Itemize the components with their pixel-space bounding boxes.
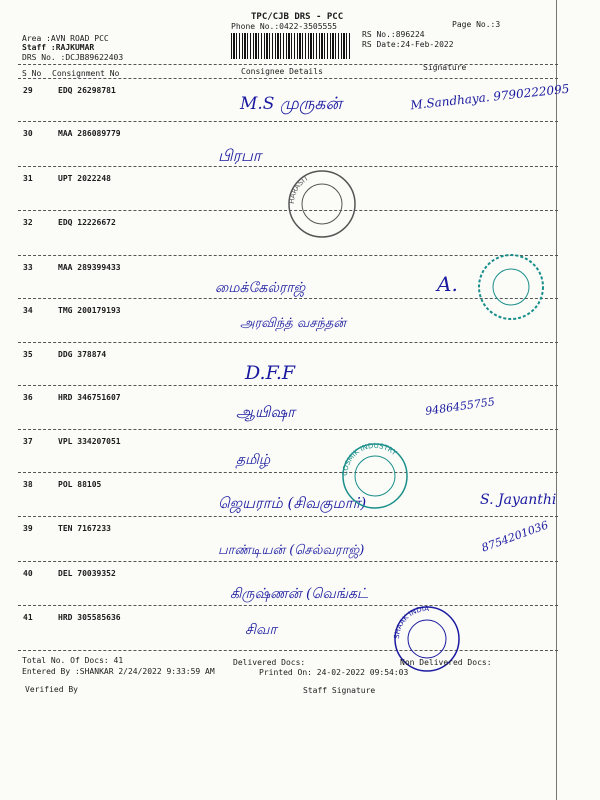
staff-field: Staff :RAJKUMAR [22,43,95,52]
row-consignment: EDQ 12226672 [58,218,116,227]
row-consignment: MAA 289399433 [58,263,121,272]
handwritten-signature: A. [437,272,458,296]
company-stamp [286,168,358,240]
row-sno: 31 [23,174,33,183]
barcode [231,33,351,59]
row-consignment: HRD 346751607 [58,393,121,402]
entered-by: Entered By :SHANKAR 2/24/2022 9:33:59 AM [22,667,215,676]
rs-number: RS No.:896224 [362,30,425,39]
handwritten-signature: S. Jayanthi [480,492,557,508]
handwritten-consignee: ஜெயராம் (சிவகுமார்) [218,494,367,512]
handwritten-consignee: D.F.F [245,362,296,384]
stamp-text: SHAAK INDIA [392,604,430,640]
header-divider [18,64,558,65]
stamp-text: HARASIT [287,174,310,205]
handwritten-consignee: மைக்கேல்ராஜ் [215,280,306,296]
row-sno: 36 [23,393,33,402]
row-sno: 37 [23,437,33,446]
rs-date: RS Date:24-Feb-2022 [362,40,454,49]
col-consignment: Consignment No [52,69,120,78]
row-consignment: EDQ 26298781 [58,86,116,95]
right-margin-line [556,0,557,800]
delivered-docs: Delivered Docs: [233,658,306,667]
page-number: Page No.:3 [452,20,501,29]
columns-divider [18,78,558,79]
non-delivered-docs: Non Delivered Docs: [400,658,492,667]
row-sno: 35 [23,350,33,359]
row-divider [18,166,558,167]
row-divider [18,385,558,386]
staff-signature: Staff Signature [303,686,376,695]
row-divider [18,561,558,562]
row-divider [18,121,558,122]
row-divider [18,342,558,343]
doc-title: TPC/CJB DRS - PCC [251,12,344,22]
total-docs: Total No. Of Docs: 41 [22,656,124,665]
row-sno: 41 [23,613,33,622]
row-sno: 29 [23,86,33,95]
row-consignment: VPL 334207051 [58,437,121,446]
row-divider [18,516,558,517]
stamp-text: COSMIK INDUSTRY [340,441,399,477]
handwritten-consignee: பாண்டியன் (செல்வராஜ்) [218,543,365,558]
row-consignment: DDG 378874 [58,350,107,359]
handwritten-consignee: அரவிந்த் வசந்தன் [240,316,346,331]
row-sno: 30 [23,129,33,138]
col-consignee: Consignee Details [241,67,323,76]
row-divider [18,472,558,473]
phone-number: Phone No.:0422-3505555 [231,22,337,31]
printed-on: Printed On: 24-02-2022 09:54:03 [259,668,409,677]
col-signature: Signature [423,63,467,72]
row-consignment: HRD 305585636 [58,613,121,622]
handwritten-consignee: கிருஷ்ணன் (வெங்கட் [230,586,369,602]
handwritten-consignee: ஆயிஷா [236,403,295,421]
handwritten-signature: 9486455755 [424,395,496,418]
handwritten-consignee: பிரபா [218,146,262,165]
verified-by: Verified By [25,685,78,694]
row-sno: 34 [23,306,33,315]
svg-text:HARASIT [288,174,311,204]
row-sno: 33 [23,263,33,272]
svg-text:COSMIK INDUSTRY [341,442,399,476]
area-field: Area :AVN ROAD PCC [22,34,109,43]
row-sno: 39 [23,524,33,533]
handwritten-consignee: சிவா [245,622,277,638]
row-consignment: TMG 200179193 [58,306,121,315]
row-consignment: UPT 2022248 [58,174,111,183]
row-sno: 32 [23,218,33,227]
company-stamp [476,252,546,322]
row-consignment: TEN 7167233 [58,524,111,533]
col-sno: S No [22,69,42,78]
handwritten-consignee: தமிழ் [236,452,271,468]
row-consignment: POL 88105 [58,480,102,489]
row-consignment: MAA 286089779 [58,129,121,138]
company-stamp [340,441,410,511]
row-sno: 40 [23,569,33,578]
row-divider [18,605,558,606]
row-consignment: DEL 70039352 [58,569,116,578]
handwritten-consignee: M.S முருகன் [240,94,342,114]
handwritten-signature: 8754201036 [479,518,551,555]
row-sno: 38 [23,480,33,489]
row-divider [18,429,558,430]
svg-text:SHAAK INDIA [393,605,429,639]
handwritten-signature: M.Sandhaya. 9790222095 [409,81,570,113]
drs-number: DRS No. :DCJB89622403 [22,53,124,62]
row-divider [18,650,558,651]
